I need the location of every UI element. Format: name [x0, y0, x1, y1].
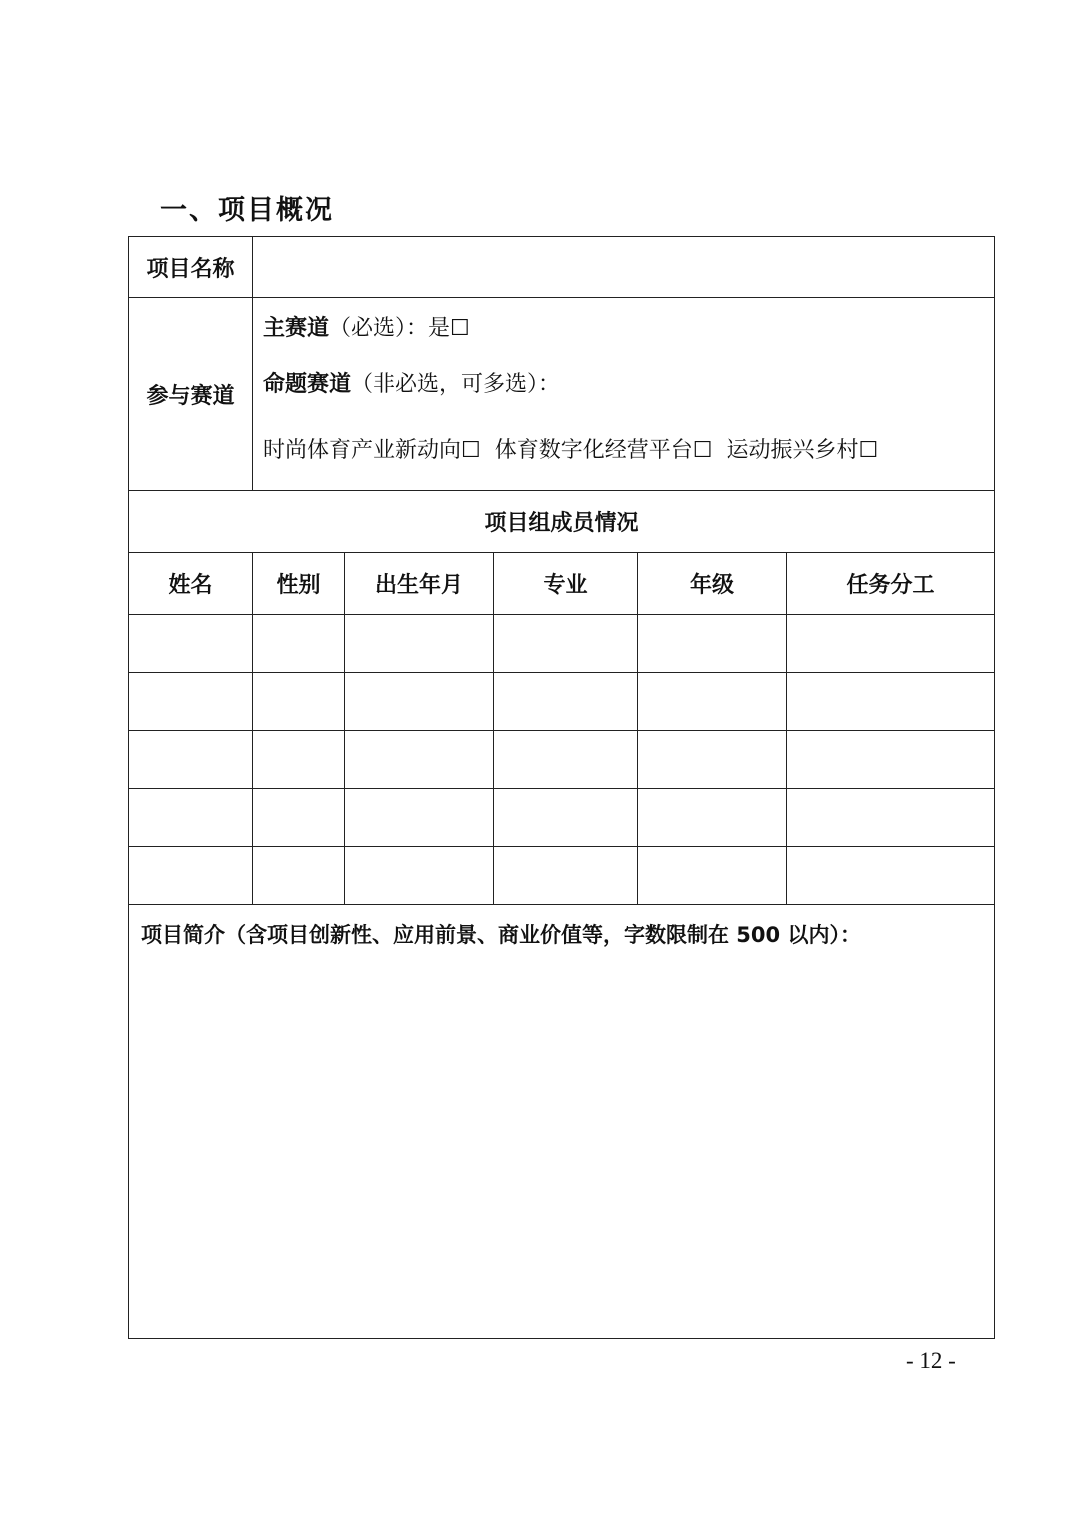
member-row: [129, 731, 995, 789]
project-overview-form: [128, 236, 995, 1339]
member-birth-date-cell[interactable]: [345, 673, 494, 731]
project-intro-field[interactable]: [129, 905, 995, 1339]
member-task-cell[interactable]: [787, 847, 995, 905]
member-row: [129, 673, 995, 731]
member-grade-cell[interactable]: [638, 731, 787, 789]
proposition-track-line: [263, 370, 994, 400]
member-major-cell[interactable]: [494, 673, 638, 731]
member-gender-cell[interactable]: [253, 847, 345, 905]
column-header-name: 姓名: [129, 553, 253, 615]
member-birth-date-cell[interactable]: [345, 847, 494, 905]
column-header-birth-date: 出生年月: [345, 553, 494, 615]
member-row: [129, 789, 995, 847]
member-grade-cell[interactable]: [638, 615, 787, 673]
column-header-gender: 性别: [253, 553, 345, 615]
member-birth-date-cell[interactable]: [345, 731, 494, 789]
member-row: [129, 847, 995, 905]
member-name-cell[interactable]: [129, 731, 253, 789]
members-header-row: [129, 553, 995, 615]
members-title-row: [129, 491, 995, 553]
column-header-grade: 年级: [638, 553, 787, 615]
main-track-line: [263, 314, 994, 344]
member-row: [129, 615, 995, 673]
member-task-cell[interactable]: [787, 673, 995, 731]
project-name-row: [129, 237, 995, 298]
project-intro-label: 项目简介（含项目创新性、应用前景、商业价值等，字数限制在 500 以内）：: [141, 923, 861, 947]
page-number: - 12 -: [906, 1348, 956, 1373]
member-major-cell[interactable]: [494, 847, 638, 905]
track-option-fashion-sports[interactable]: 时尚体育产业新动向☐: [263, 438, 481, 463]
member-gender-cell[interactable]: [253, 731, 345, 789]
member-gender-cell[interactable]: [253, 789, 345, 847]
column-header-task: 任务分工: [787, 553, 995, 615]
member-task-cell[interactable]: [787, 615, 995, 673]
project-name-label: 项目名称: [129, 237, 253, 298]
member-major-cell[interactable]: [494, 731, 638, 789]
track-option-rural-revitalization[interactable]: 运动振兴乡村☐: [726, 438, 879, 463]
member-name-cell[interactable]: [129, 789, 253, 847]
track-option-digital-platform[interactable]: 体育数字化经营平台☐: [494, 438, 713, 463]
main-track-lead: 主赛道: [263, 316, 330, 341]
main-track-checkbox[interactable]: （必选）：是☐: [329, 316, 470, 341]
track-label: 参与赛道: [129, 298, 253, 491]
member-name-cell[interactable]: [129, 847, 253, 905]
member-task-cell[interactable]: [787, 789, 995, 847]
track-options-line: [263, 436, 994, 466]
member-grade-cell[interactable]: [638, 673, 787, 731]
proposition-track-lead: 命题赛道: [263, 372, 352, 397]
member-grade-cell[interactable]: [638, 847, 787, 905]
member-task-cell[interactable]: [787, 731, 995, 789]
members-title: 项目组成员情况: [129, 491, 995, 553]
member-name-cell[interactable]: [129, 673, 253, 731]
member-birth-date-cell[interactable]: [345, 789, 494, 847]
member-gender-cell[interactable]: [253, 615, 345, 673]
proposition-track-note: （非必选，可多选）：: [351, 372, 561, 397]
project-intro-row: [129, 905, 995, 1339]
member-birth-date-cell[interactable]: [345, 615, 494, 673]
project-name-field[interactable]: [253, 237, 995, 298]
track-row: [129, 298, 995, 491]
member-grade-cell[interactable]: [638, 789, 787, 847]
track-options-cell: [253, 298, 995, 491]
member-name-cell[interactable]: [129, 615, 253, 673]
member-gender-cell[interactable]: [253, 673, 345, 731]
section-title: 一、项目概况: [160, 195, 334, 226]
member-major-cell[interactable]: [494, 615, 638, 673]
member-major-cell[interactable]: [494, 789, 638, 847]
column-header-major: 专业: [494, 553, 638, 615]
